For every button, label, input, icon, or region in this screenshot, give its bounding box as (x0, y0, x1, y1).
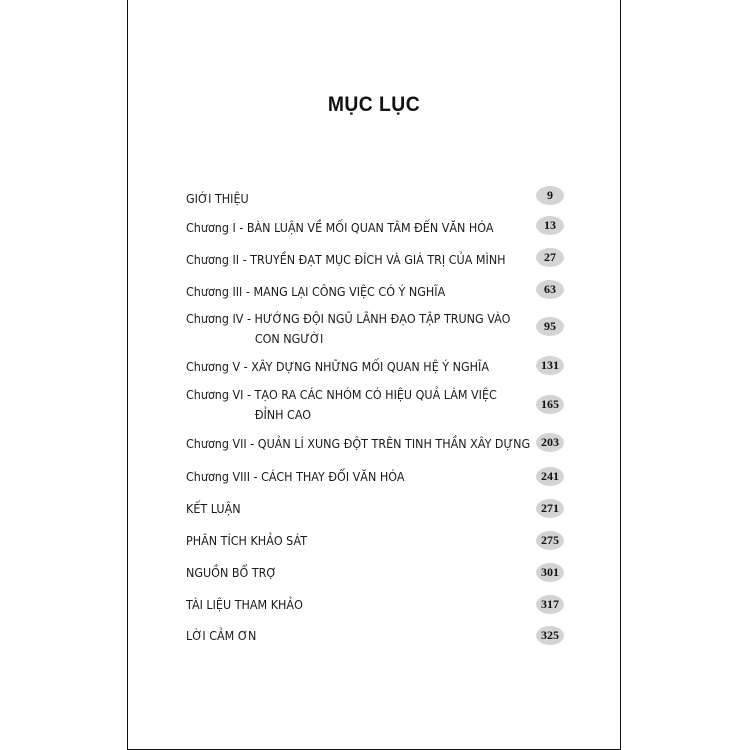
toc-entry-label: LỜI CẢM ƠN (186, 629, 257, 643)
page-number-badge: 13 (536, 216, 564, 235)
page-number-badge: 9 (536, 186, 564, 205)
page-number-badge: 241 (536, 467, 564, 486)
toc-entry-label: Chương VIII - CÁCH THAY ĐỔI VĂN HÓA (186, 470, 405, 484)
page-number-badge: 301 (536, 563, 564, 582)
page-number-badge: 131 (536, 356, 564, 375)
page-number-badge: 63 (536, 280, 564, 299)
page-number-badge: 165 (536, 395, 564, 414)
page-number-badge: 325 (536, 626, 564, 645)
toc-entry-label: GIỚI THIỆU (186, 192, 249, 206)
toc-entry-label: TÀI LIỆU THAM KHẢO (186, 598, 303, 612)
page-number-badge: 203 (536, 433, 564, 452)
toc-entry-label: Chương III - MANG LẠI CÔNG VIỆC CÓ Ý NGHĨA (186, 285, 446, 299)
toc-entry-label: PHÂN TÍCH KHẢO SÁT (186, 534, 308, 548)
page-number-badge: 317 (536, 595, 564, 614)
toc-entry-label: Chương VII - QUẢN LÍ XUNG ĐỘT TRÊN TINH THẦN XÂY DỰNG (186, 437, 531, 451)
page-title: MỤC LỤC (327, 93, 421, 116)
page-number-badge: 271 (536, 499, 564, 518)
toc-entry-label: KẾT LUẬN (186, 502, 241, 516)
page-number-badge: 27 (536, 248, 564, 267)
book-page (127, 0, 621, 750)
toc-entry-label: Chương VI - TẠO RA CÁC NHÓM CÓ HIỆU QUẢ LÀM VIỆC ĐỈNH CAO (186, 388, 497, 422)
page-number-badge: 95 (536, 317, 564, 336)
toc-entry-label: Chương V - XÂY DỰNG NHỮNG MỐI QUAN HỆ Ý NGHĨA (186, 360, 489, 374)
toc-entry-label: Chương IV - HƯỚNG ĐỘI NGŨ LÃNH ĐẠO TẬP TRUNG VÀO CON NGƯỜI (186, 312, 511, 346)
toc-entry-label: Chương II - TRUYỀN ĐẠT MỤC ĐÍCH VÀ GIÁ TRỊ CỦA MÌNH (186, 253, 506, 267)
page-number-badge: 275 (536, 531, 564, 550)
toc-entry-label: Chương I - BÀN LUẬN VỀ MỐI QUAN TÂM ĐẾN VĂN HÓA (186, 221, 494, 235)
toc-entry-label: NGUỒN BỔ TRỢ (186, 566, 277, 580)
